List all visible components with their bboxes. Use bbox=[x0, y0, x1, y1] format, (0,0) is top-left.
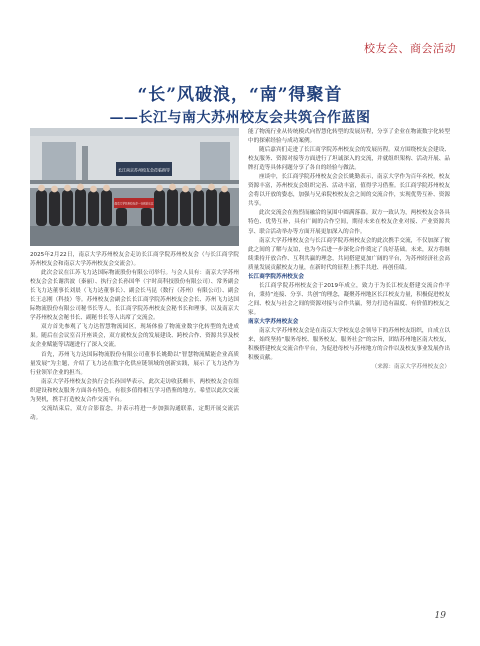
paragraph: 座谈中，长江商学院苏州校友会会长姚勤表示，南京大学作为百年名校，校友资源丰富，苏州校友会组织完善、活动丰富，值得学习借鉴。长江商学院苏州校友会将以开放的姿态，加强与兄弟院校校友会之间的交流合作，实现优势互补、资源共享。 bbox=[248, 174, 450, 208]
paragraph: 南京大学苏州校友会与长江商学院苏州校友会的此次携手交流，不仅加深了彼此之间的了解与友谊，也为今后进一步深化合作奠定了良好基础。未来，双方将继续秉持开放合作、互利共赢的理念，共同搭建更加广阔的平台，为苏州经济社会高质量发展贡献校友力量，在新时代的征程上携手共进、再创佳绩。 bbox=[248, 237, 450, 271]
org-intro-heading: 南京大学苏州校友会 bbox=[248, 318, 299, 325]
headline: “长”风破浪，“南”得聚首 bbox=[137, 85, 343, 105]
paragraph: 此次会议在江苏飞力达国际物流股份有限公司举行。与会人员有：南京大学苏州校友会会长谢洪波（秦丽）、执行会长孙国华（宇时高科技股份有限公司）、常务副会长飞力达董事长刘晨（飞力达董事长）、副会长马昆（数行（苏州）有限公司）、副会长王志刚（科技）等。苏州校友会副会长长江商学院苏州校友会会长、苏州飞力达国际物流股份有限公司秘书长等人，长江商学院苏州校友会秘书长和理事，以及南京大学苏州校友会秘书长、副秘书长等人出席了交流会。 bbox=[30, 270, 239, 322]
paragraph: 南京大学苏州校友会执行会长孙国华表示，此次走访收获颇丰，两校校友会在组织建设和校友服务方面各有特色，有很多值得相互学习借鉴的地方。希望以此次交流为契机，携手打造校友合作交流平台。 bbox=[30, 378, 239, 403]
paragraph: 此次交流会在热烈而融洽的氛围中圆满落幕。双方一致认为，两校校友会各具特色、优势互补，具有广阔的合作空间，期待未来在校友企业对接、产业资源共享、联合活动举办等方面开展更加深入的合作。 bbox=[248, 210, 450, 235]
subheadline: ——长江与南大苏州校友会共筑合作蓝图 bbox=[109, 110, 371, 126]
building-sign: 长江南京苏州校友会莅临指导 bbox=[118, 167, 170, 173]
paragraph: 双方首先参观了飞力达智慧物流园区，现场体验了物流业数字化转型的先进成果。随后在会议室召开座谈会，双方就校友会的发展建设、跨校合作、资源共享及校友企业赋能等话题进行了深入交流。 bbox=[30, 324, 239, 349]
photo-caption: 2025年2月22日，南京大学苏州校友会走访长江商学院苏州校友会（与长江商学院苏州校友会和南京大学苏州校友会交流会）。 bbox=[30, 252, 239, 268]
paragraph: 能了物流行业从传统模式向智慧化转型的发展历程，分享了企业在物流数字化转型中的探索经验与成功案例。 bbox=[248, 129, 450, 145]
source-credit: （来源：南京大学苏州校友会） bbox=[371, 364, 450, 371]
org-intro-text: 南京大学苏州校友会是在南京大学校友总会领导下的苏州校友组织，自成立以来，始终坚持“服务母校、服务校友、服务社会”的宗旨，团结苏州地区南大校友，积极搭建校友交流合作平台，为促进母校与苏州地方的合作以及校友事业发展作出积极贡献。 bbox=[248, 328, 450, 362]
left-text-column bbox=[30, 251, 239, 423]
section-tag: 校友会、商会活动 bbox=[364, 42, 456, 55]
right-text-column bbox=[248, 128, 450, 372]
photo-banner-text: 南京大学苏州校友会一行到访长江 bbox=[114, 202, 154, 206]
paragraph: 首先，苏州飞力达国际物流股份有限公司董事长姚勤以“智慧物流赋能企业高质量发展”为主题，介绍了飞力达在数字化供应链领域的创新实践，展示了飞力达作为行业领军企业的担当。 bbox=[30, 351, 239, 376]
org-intro-text: 长江商学院苏州校友会于2019年成立，致力于为长江校友搭建交流合作平台，秉持“连接、分享、共创”的理念，凝聚苏州地区长江校友力量，积极促进校友之间、校友与社会之间的资源对接与合作共赢，努力打造有温度、有价值的校友之家。 bbox=[248, 282, 450, 316]
article-title bbox=[0, 84, 480, 128]
org-intro-heading: 长江商学院苏州校友会 bbox=[248, 273, 304, 280]
group-photo bbox=[30, 128, 239, 246]
paragraph: 交流结束后，双方合影留念，并表示将进一步加强沟通联系，定期开展交流活动。 bbox=[30, 405, 239, 421]
page-number: 19 bbox=[434, 611, 446, 621]
paragraph: 随后嘉宾们走进了长江商学院苏州校友会的发展历程。双方围绕校友会建设、校友服务、资源对接等方面进行了坦诚深入的交流，并就组织架构、活动开展、品牌打造等具体问题分享了各自的经验与做法。 bbox=[248, 147, 450, 172]
